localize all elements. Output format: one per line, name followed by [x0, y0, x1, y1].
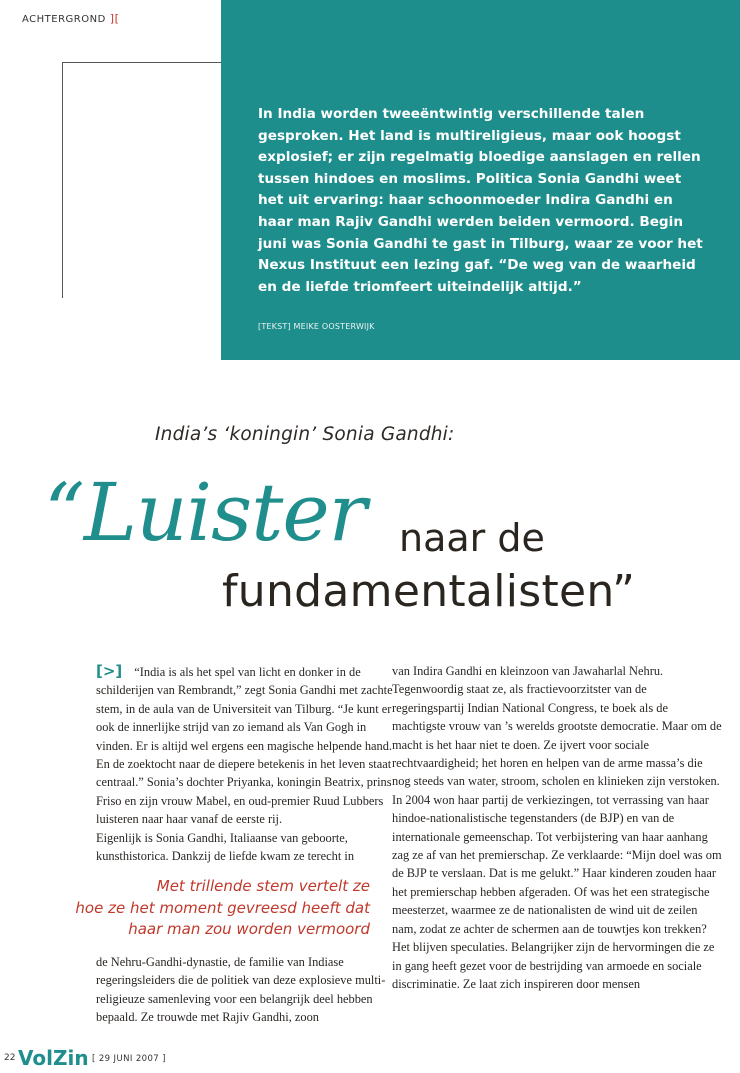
page-footer: [0, 1046, 220, 1073]
body-paragraph-1: “India is als het spel van licht en donker in de schilderijen van Rembrandt,” zegt Sonia Gandhi met zachte stem, in de aula van de Universiteit van Tilburg. “Je kunt er ook de innerlijke strijd van zo iemand als Van Gogh in vinden. Er is altijd wel ergens een magische helpende hand. En de zoektocht naar de diepere betekenis in het leven staat centraal.” Sonia’s dochter Priyanka, koningin Beatrix, prins Friso en zijn vrouw Mabel, en oud-premier Ruud Lubbers luisteren naar haar vanaf de eerste rij.: [96, 665, 393, 827]
article-start-icon: [>]: [96, 662, 123, 680]
headline-kicker: India’s ‘koningin’ Sonia Gandhi:: [155, 424, 455, 445]
pull-quote-line-3: haar man zou worden vermoord: [128, 920, 370, 938]
body-column-left-top: [96, 662, 396, 865]
frame-line-top: [62, 62, 221, 63]
section-mark-icon: ][: [109, 12, 120, 25]
body-paragraph-2: Eigenlijk is Sonia Gandhi, Italiaanse van geboorte, kunsthistorica. Dankzij de liefde kwam ze terecht in: [96, 830, 355, 864]
frame-line-left: [62, 62, 63, 298]
headline-main-word: “Luister: [44, 466, 366, 559]
issue-date: [ 29 JUNI 2007 ]: [92, 1054, 166, 1064]
pull-quote-line-1: Met trillende stem vertelt ze: [156, 877, 370, 895]
byline: [TEKST] MEIKE OOSTERWIJK: [258, 322, 375, 331]
section-name: ACHTERGROND: [22, 14, 106, 25]
body-column-right: [392, 662, 722, 993]
magazine-logo: VolZin: [18, 1046, 89, 1070]
headline-line-two: fundamentalisten”: [222, 566, 636, 617]
pull-quote: [40, 876, 370, 941]
intro-text: In India worden tweeëntwintig verschillende talen gesproken. Het land is multireligieus, maar ook hoogst explosief; er zijn regelmatig bloedige aanslagen en rellen tussen hindoes en moslims. Politica Sonia Gandhi weet het uit ervaring: haar schoonmoeder Indira Gandhi en haar man Rajiv Gandhi werden beiden vermoord. Begin juni was Sonia Gandhi te gast in Tilburg, waar ze voor het Nexus Instituut een lezing gaf. “De weg van de waarheid en de liefde triomfeert uiteindelijk altijd.”: [258, 106, 703, 295]
body-paragraph-4: van Indira Gandhi en kleinzoon van Jawaharlal Nehru. Tegenwoordig staat ze, als fractievoorzitster van de regeringspartij Indian National Congress, te boek als de machtigste vrouw van ’s werelds grootste democratie. Maar om de macht is het haar niet te doen. Ze ijvert voor sociale rechtvaardigheid; het horen en helpen van de arme massa’s die nog steeds van water, stroom, scholen en klinieken zijn verstoken.: [392, 664, 722, 789]
body-column-left-bottom: [96, 953, 396, 1027]
section-label: [22, 12, 119, 25]
page-number: 22: [4, 1053, 16, 1063]
body-paragraph-5: In 2004 won haar partij de verkiezingen, tot verrassing van haar hindoe-nationalistische tegenstanders (de BJP) en van de internationale gemeenschap. Tot verbijstering van haar aanhang zag ze af van het premierschap. Ze verklaarde: “Mijn doel was om de BJP te verslaan. Dat is me gelukt.” Haar kinderen zouden haar het premierschap hebben afgeraden. Of was het een strategische meesterzet, waarmee ze de nationalisten de wind uit de zeilen nam, zodat ze achter de schermen aan de touwtjes kon trekken? Het blijven speculaties. Belangrijker zijn de hervormingen die ze in gang heeft gezet voor de bestrijding van armoede en sociale discriminatie. Ze laat zich inspireren door mensen: [392, 792, 722, 991]
body-paragraph-3: de Nehru-Gandhi-dynastie, de familie van Indiase regeringsleiders die de politiek van deze explosieve multi-religieuze samenleving voor een belangrijk deel hebben bepaald. Ze trouwde met Rajiv Gandhi, zoon: [96, 955, 386, 1025]
pull-quote-line-2: hoe ze het moment gevreesd heeft dat: [75, 898, 370, 917]
headline-part-two: naar de: [399, 516, 545, 560]
